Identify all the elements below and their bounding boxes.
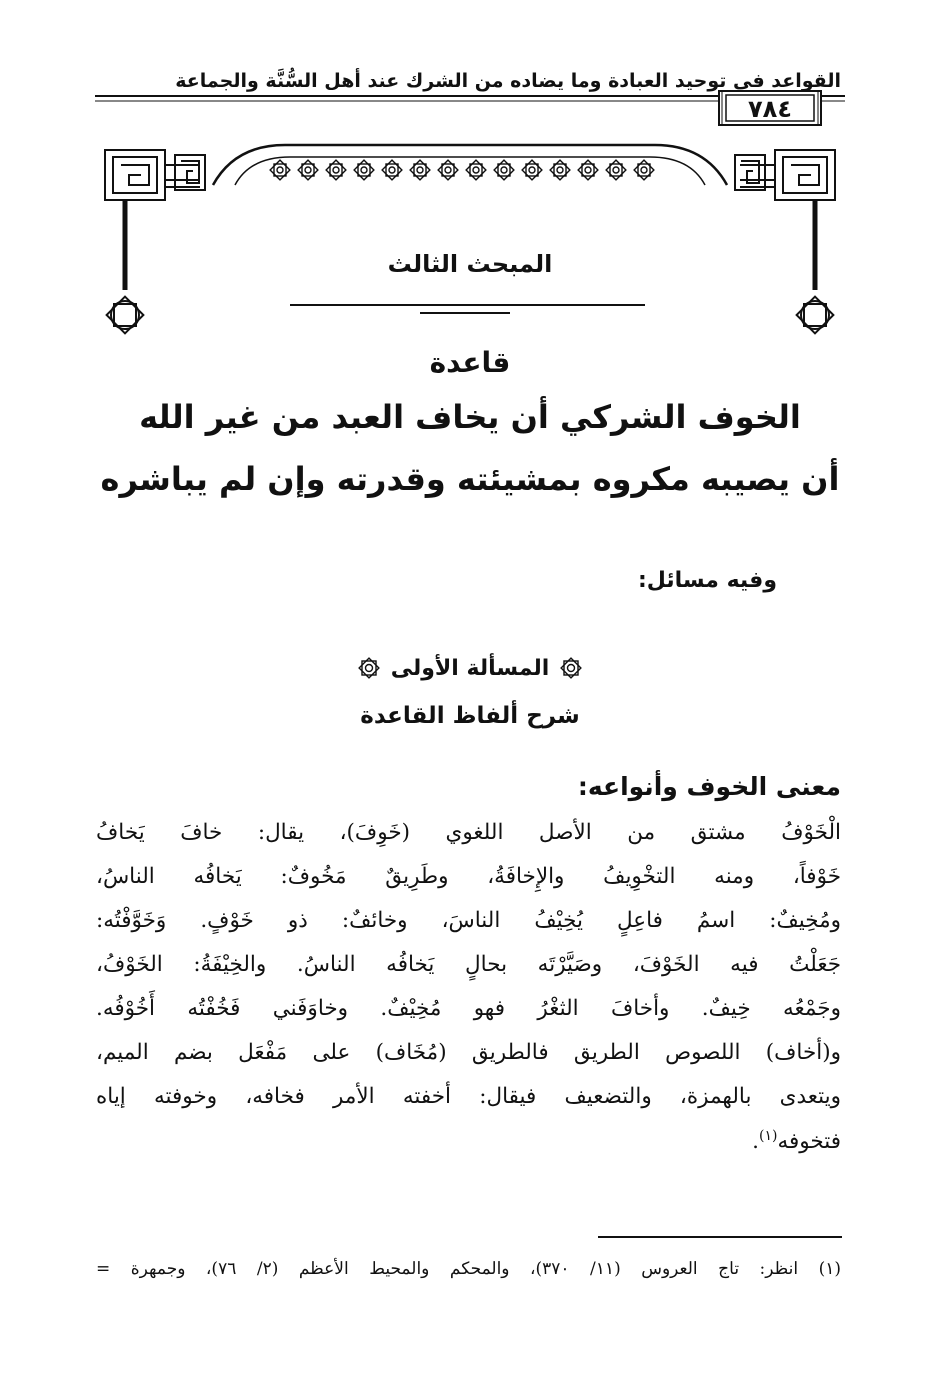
body-line: فتخوفه [777, 1129, 841, 1155]
rule-statement-line: أن يصيبه مكروه بمشيئته وقدرته وإن لم يباشره [100, 460, 840, 498]
footnote-reference[interactable]: (١) [758, 1128, 778, 1144]
chapter-ornament-frame [95, 125, 845, 355]
issue-heading-row [300, 650, 640, 686]
page-number: ٧٨٤ [748, 95, 792, 123]
section-divider [290, 304, 645, 306]
sentence-end: . [752, 1129, 759, 1155]
issue-subheading: شرح ألفاظ القاعدة [360, 703, 580, 729]
rosette-icon [357, 656, 381, 680]
body-last-line [96, 1128, 841, 1154]
section-divider-short [420, 312, 510, 314]
rosette-icon [559, 656, 583, 680]
footnote-text: (١) انظر: تاج العروس (١١/ ٣٧٠)، والمحكم والمحيط الأعظم (٢/ ٧٦)، وجمهرة = [96, 1259, 841, 1279]
body-line: الْخَوْفُ مشتق من الأصل اللغوي (خَوِفَ)، يقال: خافَ يَخافُ [96, 820, 841, 845]
rule-label: قاعدة [429, 346, 511, 379]
body-heading: معنى الخوف وأنواعه: [577, 772, 841, 801]
body-line: و(أخاف) اللصوص الطريق فالطريق (مُخَاف) على مَفْعَل بضم الميم، [96, 1040, 841, 1065]
issue-heading: المسألة الأولى [390, 655, 550, 681]
body-line: جَعَلْتُ فيه الخَوْفَ، وصَيَّرْتَه بحالٍ يَخافُه الناسُ. والخِيْفَةُ: الخَوْفُ، [96, 952, 841, 977]
body-line: ومُخِيفٌ: اسمُ فاعِلٍ يُخِيْفُ الناسَ، وخائفٌ: ذو خَوْفٍ. وَخَوَّفْتُه: [96, 908, 841, 933]
footnote-separator [598, 1236, 842, 1238]
body-line: ويتعدى بالهمزة، والتضعيف فيقال: أخفته الأمر فخافه، وخوفته إياه [96, 1084, 841, 1109]
body-line: وجَمْعُه خِيفٌ. وأخافَ الثغْرُ فهو مُخِيْفٌ. وخاوَفَني فَخُفْتُه أَخُوْفُه. [96, 996, 841, 1021]
issues-intro: وفيه مسائل: [637, 568, 777, 593]
rule-statement-line: الخوف الشركي أن يخاف العبد من غير الله [139, 398, 801, 436]
section-title: المبحث الثالث [387, 250, 553, 278]
running-header-title: القواعد في توحيد العبادة وما يضاده من الشرك عند أهل السُّنَّة والجماعة [175, 70, 841, 92]
body-line: خَوْفاً، ومنه التخْوِيفُ والإِخافَةُ، وطَرِيقٌ مَخُوفٌ: يَخافُه الناسُ، [96, 864, 841, 889]
